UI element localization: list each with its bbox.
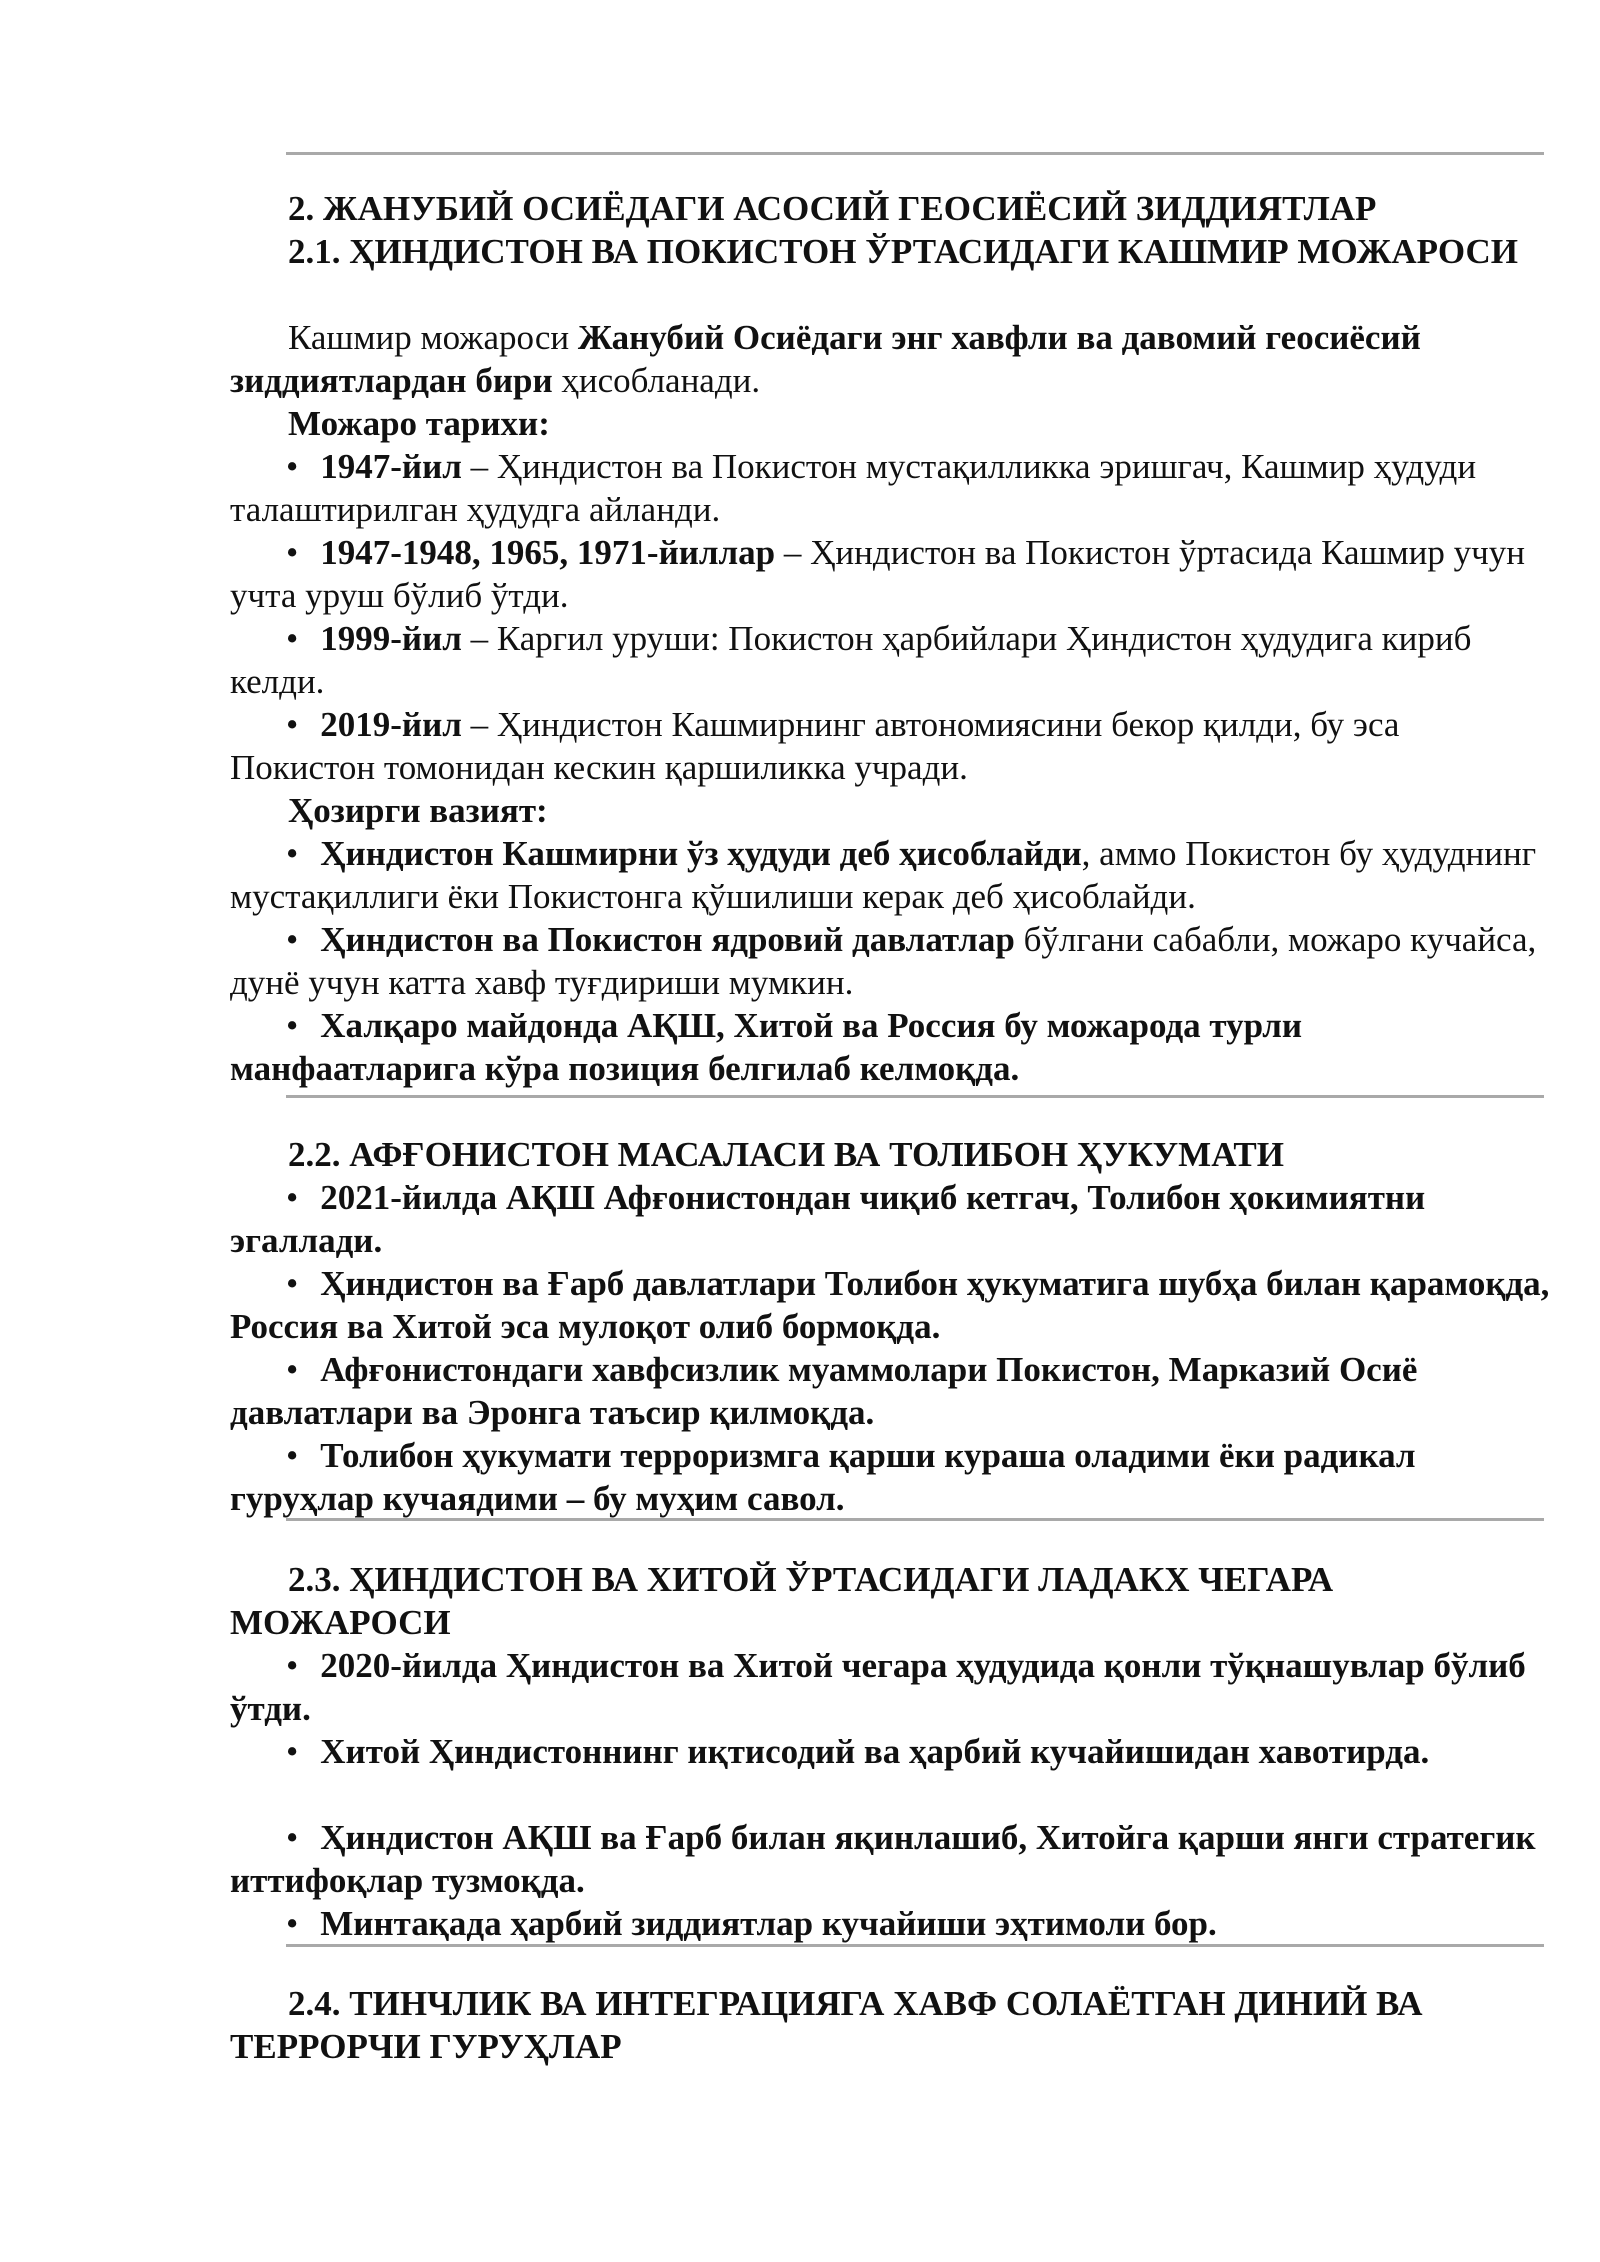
current-heading: Ҳозирги вазият: [288,791,548,830]
intro-text-bold: Жанубий Осиёдаги энг хавфли ва давомий геосиёсий зиддиятлардан бири [230,318,1421,400]
current-item [230,1004,1550,1090]
section-divider [286,1518,1544,1521]
history-item [230,617,1550,703]
list-item: • Толибон ҳукумати терроризмга қарши кураша оладими ёки радикал гуруҳлар кучаядими – бу муҳим савол. [230,1434,1550,1520]
list-item: • Ҳиндистон ва Ғарб давлатлари Толибон ҳукуматига шубҳа билан қарамоқда, Россия ва Хитой эса мулоқот олиб бормоқда. [230,1262,1550,1348]
list-item: • 2021-йилда АҚШ Афғонистондан чиқиб кетгач, Толибон ҳокимиятни эгаллади. [230,1176,1550,1262]
section-divider [286,1095,1544,1098]
section-divider [286,1944,1544,1947]
current-item-bold: Ҳиндистон ва Покистон ядровий давлатлар [320,920,1015,959]
section-2-4-title: 2.4. ТИНЧЛИК ВА ИНТЕГРАЦИЯГА ХАВФ СОЛАЁТГАН ДИНИЙ ВА ТЕРРОРЧИ ГУРУҲЛАР [230,1984,1423,2066]
list-item: • Афғонистондаги хавфсизлик муаммолари Покистон, Марказий Осиё давлатлари ва Эронга таъсир қилмоқда. [230,1348,1550,1434]
history-item-year: 2019-йил [320,705,462,744]
history-item-year: 1947-йил [320,447,462,486]
history-item-text: – Ҳиндистон Кашмирнинг автономиясини бекор қилди, бу эса Покистон томонидан кескин қаршиликка учради. [230,705,1400,787]
intro-text-post: ҳисобланади. [552,361,761,400]
list-item: • Хитой Ҳиндистоннинг иқтисодий ва ҳарбий кучайишидан хавотирда. [230,1730,1550,1773]
current-item-bold: Ҳиндистон Кашмирни ўз ҳудуди деб ҳисоблайди [320,834,1082,873]
list-item: • Минтақада ҳарбий зиддиятлар кучайиши эҳтимоли бор. [230,1902,1550,1945]
history-item-year: 1947-1948, 1965, 1971-йиллар [320,533,776,572]
history-item [230,531,1550,617]
history-item-text: – Ҳиндистон ва Покистон мустақилликка эришгач, Кашмир ҳудуди талаштирилган ҳудудга айланди. [230,447,1477,529]
history-heading: Можаро тарихи: [288,404,550,443]
list-item: • 2020-йилда Ҳиндистон ва Хитой чегара ҳудудида қонли тўқнашувлар бўлиб ўтди. [230,1644,1550,1730]
section-2-2-title: 2.2. АФҒОНИСТОН МАСАЛАСИ ВА ТОЛИБОН ҲУКУМАТИ [288,1135,1284,1174]
list-item: • Ҳиндистон АҚШ ва Ғарб билан яқинлашиб, Хитойга қарши янги стратегик иттифоқлар тузмоқда. [230,1816,1550,1902]
history-item [230,445,1550,531]
intro-text-pre: Кашмир можароси [288,318,578,357]
section-2-1-title: 2.1. ҲИНДИСТОН ВА ПОКИСТОН ЎРТАСИДАГИ КАШМИР МОЖАРОСИ [288,232,1519,271]
history-item [230,703,1550,789]
current-item [230,832,1550,918]
history-item-text: – Каргил уруши: Покистон ҳарбийлари Ҳиндистон ҳудудига кириб келди. [230,619,1472,701]
current-item [230,918,1550,1004]
history-item-text: – Ҳиндистон ва Покистон ўртасида Кашмир учун учта уруш бўлиб ўтди. [230,533,1525,615]
section-2-3-title: 2.3. ҲИНДИСТОН ВА ХИТОЙ ЎРТАСИДАГИ ЛАДАКХ ЧЕГАРА МОЖАРОСИ [230,1560,1334,1642]
section-2-title: 2. ЖАНУБИЙ ОСИЁДАГИ АСОСИЙ ГЕОСИЁСИЙ ЗИДДИЯТЛАР [288,189,1377,228]
current-item-bold: Халқаро майдонда АҚШ, Хитой ва Россия бу можарода турли манфаатларига кўра позиция белгилаб келмоқда. [230,1006,1303,1088]
current-item-text: бўлгани сабабли, можаро кучайса, дунё учун катта хавф туғдириши мумкин. [230,920,1537,1002]
top-divider [286,152,1544,155]
intro-paragraph [230,316,1550,402]
history-item-year: 1999-йил [320,619,462,658]
current-item-text: , аммо Покистон бу ҳудуднинг мустақиллиги ёки Покистонга қўшилиши керак деб ҳисоблайди. [230,834,1537,916]
